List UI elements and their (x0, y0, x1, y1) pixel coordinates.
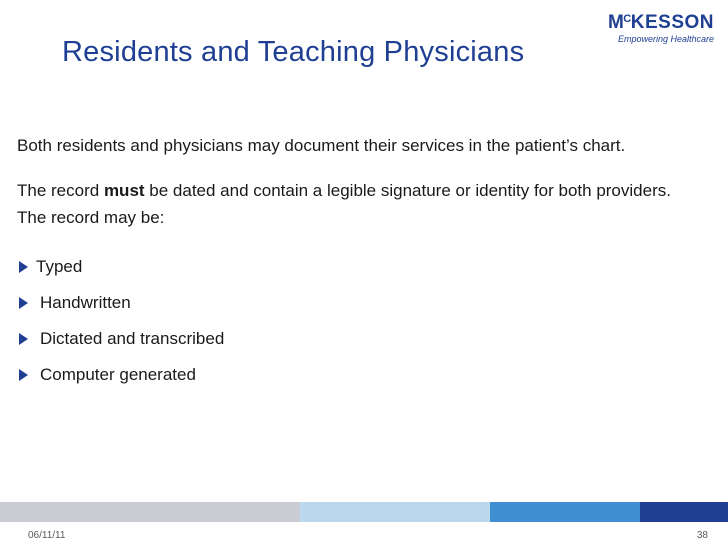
triangle-bullet-icon (19, 333, 28, 345)
bullet-item (17, 357, 717, 393)
bullet-item (17, 285, 717, 321)
logo-wordmark (608, 12, 714, 34)
bullet-text: Typed (36, 257, 83, 276)
logo-name-sup: C (623, 13, 632, 25)
bullet-item (17, 321, 717, 357)
band-gray (0, 502, 300, 522)
paragraph-2-bold: must (103, 181, 145, 200)
page-number: 38 (696, 530, 708, 541)
mckesson-logo (596, 12, 714, 48)
bullet-item (17, 249, 717, 285)
paragraph-3: The record may be: (17, 208, 165, 227)
band-light-blue (300, 502, 490, 522)
footer-color-band (0, 502, 728, 522)
footer-date: 06/11/11 (28, 530, 66, 541)
paragraph-2-before: The record (17, 181, 104, 200)
paragraph-2 (17, 177, 717, 204)
triangle-bullet-icon (19, 369, 28, 381)
paragraph-2-after: be dated and contain a legible signature or identity for both providers. (144, 181, 671, 200)
slide-title: Residents and Teaching Physicians (62, 36, 525, 68)
logo-tagline: Empowering Healthcare (617, 34, 714, 44)
bullet-text: Handwritten (40, 293, 131, 312)
triangle-bullet-icon (19, 297, 28, 309)
bullet-list (17, 249, 717, 393)
paragraph-1: Both residents and physicians may document their services in the patient’s chart. (17, 136, 626, 155)
bullet-text: Computer generated (40, 365, 196, 384)
bullet-text: Dictated and transcribed (40, 329, 225, 348)
slide-body (17, 132, 717, 393)
triangle-bullet-icon (19, 261, 28, 273)
logo-name-prefix: M (607, 12, 625, 33)
band-navy (640, 502, 728, 522)
band-blue (490, 502, 640, 522)
logo-name-suffix: KESSON (630, 12, 714, 33)
